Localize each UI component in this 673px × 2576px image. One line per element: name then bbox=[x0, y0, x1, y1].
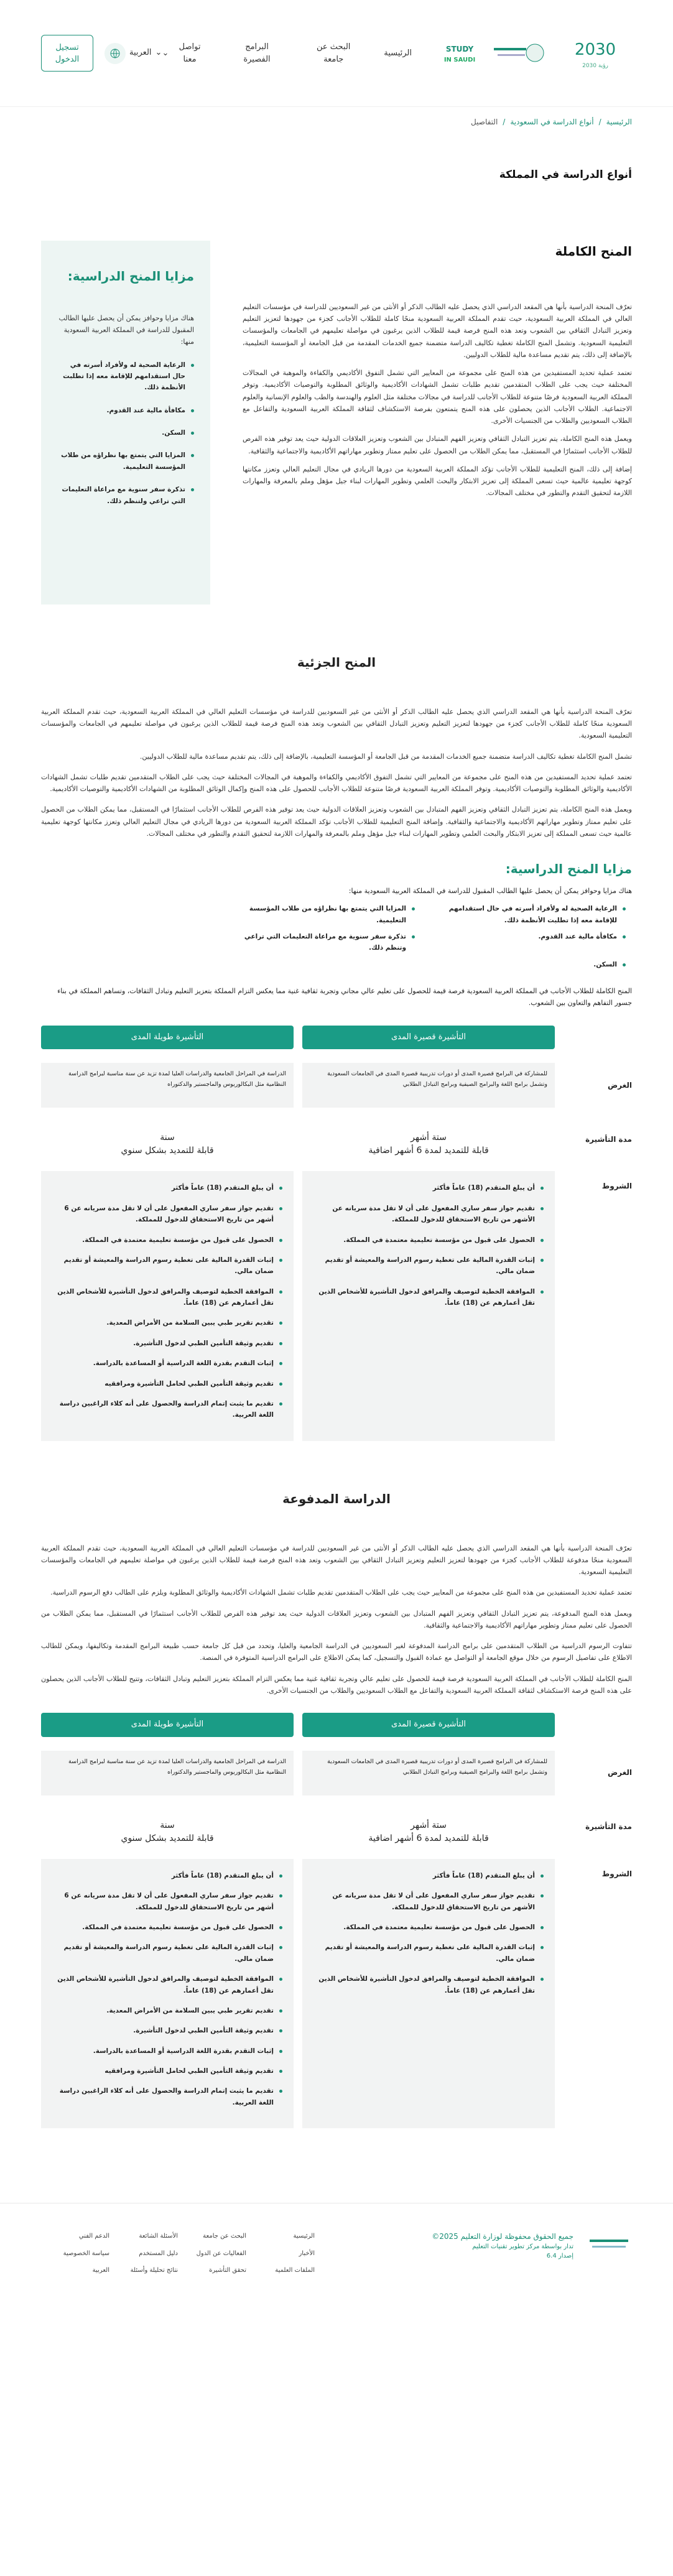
list-item: السكن. bbox=[57, 427, 194, 438]
nav-contact[interactable] bbox=[162, 41, 208, 65]
short-duration-note: قابلة للتمديد لمدة 6 أشهر اضافية bbox=[368, 1146, 489, 1156]
duration-row bbox=[41, 1809, 632, 1845]
short-purpose: للمشاركة في البرامج قصيرة المدى أو دورات تدريبية قصيرة المدى في الجامعات السعودية وتشمل برامج اللغة والبرامج الصيفية وبرامج التبادل الطلابي bbox=[302, 1063, 555, 1108]
long-duration: سنة bbox=[160, 1820, 175, 1830]
visa-headers bbox=[41, 1026, 632, 1050]
globe-icon bbox=[104, 43, 126, 64]
partial-text bbox=[0, 706, 673, 840]
nav-search-university[interactable]: البحث عن جامعة bbox=[316, 42, 351, 64]
paragraph: ويعمل هذه المنح الكاملة، يتم تعزيز التبادل الثقافي وتعزيز الفهم المتبادل بين الشعوب وتعزيز العلاقات الدولية حيث يعد توفير هذه الفرص للطلاب الأجانب استثمارًا في المستقبل، مما يمكن الطلاب من الحصول على تعليم ممتاز وتطوير مهاراتهم الأكاديمية والاجتماعية والثقافية. وإضافة المنح التعليمية للطلاب الأجانب تؤكد المملكة العربية السعودية من دورها الريادي في مجال التعليم العالي وتعزز مكانتها كوجهة تعليمية عالمية حيث تسعى المملكة إلى تعزيز الابتكار والبحث العلمي وتطوير المهارات لبناء جيل مؤهل وملم بالمعرفة والمهارات اللازمة لتحقيق التقدم والتطور في مختلف المجالات. bbox=[41, 805, 632, 838]
list-item: مكافأة مالية عند القدوم. bbox=[440, 931, 626, 954]
list-item: الحصول على قبول من مؤسسة تعليمية معتمدة في المملكة. bbox=[52, 1922, 282, 1933]
list-item: الحصول على قبول من مؤسسة تعليمية معتمدة في المملكة. bbox=[313, 1922, 544, 1933]
partial-scholarship-section bbox=[0, 652, 673, 1441]
ministry-footer-logo bbox=[586, 2231, 632, 2262]
benefits-sidebar bbox=[41, 241, 210, 605]
list-item: تقديم تقرير طبي يبين السلامة من الأمراض المعدية. bbox=[52, 2005, 282, 2016]
header-left bbox=[41, 35, 162, 71]
short-duration-note: قابلة للتمديد لمدة 6 أشهر اضافية bbox=[368, 1833, 489, 1843]
conditions-label: الشروط bbox=[601, 1182, 632, 1191]
list-item: الحصول على قبول من مؤسسة تعليمية معتمدة في المملكة. bbox=[313, 1235, 544, 1246]
list-item: تقديم جواز سفر ساري المفعول على أن لا تقل مدة سريانه عن 6 أشهر من تاريخ الاستحقاق للدخول للمملكة. bbox=[52, 1890, 282, 1913]
benefits-title: مزايا المنح الدراسية: bbox=[67, 268, 194, 284]
short-duration: ستة أشهر bbox=[411, 1820, 447, 1830]
list-item: إثبات القدرة المالية على تغطية رسوم الدراسة والمعيشة أو تقديم ضمان مالي. bbox=[313, 1942, 544, 1965]
list-item: تقديم وثيقة التأمين الطبي لدخول التأشيرة. bbox=[52, 2025, 282, 2036]
long-purpose: الدراسة في المراحل الجامعية والدراسات العليا لمدة تزيد عن سنة مناسبة لبرامج الدراسة النظامية مثل البكالوريوس والماجستير والدكتوراه bbox=[41, 1063, 294, 1108]
paragraph: تعتمد عملية تحديد المستفيدين من هذه المنح على مجموعة من المعايير التي تشمل التفوق الأكاديمي والكفاءة والموهبة في المجالات المختلفة حيث يجب على الطلاب المتقدمين تقديم طلبات تشمل الشهادات الأكاديمية والوثائق المطلوبة والتوصيات الأكاديمية. وتوفر المملكة العربية السعودية فرصًا متنوعة للطلاب الأجانب للحصول على هذه المنح وإكمال الوثائق المطلوبة من الشهادات الأكاديمية والتوصيات الأكاديمية. bbox=[41, 772, 632, 793]
breadcrumb-parent[interactable]: أنواع الدراسة في السعودية bbox=[510, 118, 594, 126]
list-item: تقديم ما يثبت إتمام الدراسة والحصول على أنه كلاء الراغبين دراسة اللغة العربية. bbox=[52, 1398, 282, 1421]
short-conditions bbox=[302, 1171, 555, 1440]
paid-study-section bbox=[0, 1488, 673, 2129]
list-item: تقديم وثيقة التأمين الطبي لدخول التأشيرة. bbox=[52, 1338, 282, 1349]
list-item: إثبات القدرة المالية على تغطية رسوم الدراسة والمعيشة أو تقديم ضمان مالي. bbox=[52, 1942, 282, 1965]
list-item: الموافقة الخطية لتوصيف والمرافق لدخول التأشيرة للأشخاص الذين تقل أعمارهم عن (18) عاماً. bbox=[313, 1973, 544, 1996]
copyright-text: جميع الحقوق محفوظة لوزارة التعليم 2025© bbox=[432, 2232, 573, 2241]
purpose-label: الغرض bbox=[608, 1768, 632, 1777]
footer-link[interactable]: سياسة الخصوصية bbox=[63, 2249, 109, 2257]
visa-headers bbox=[41, 1713, 632, 1737]
footer-link[interactable]: البحث عن جامعة bbox=[203, 2233, 246, 2240]
partial-closing: المنح الكاملة للطلاب الأجانب في المملكة العربية السعودية فرصة قيمة للحصول على تعليم عالي مجاني وتجربة ثقافية غنية مما يعكس التزام المملكة بتعزيز التعليم وتبادل الثقافات، وتساهم المملكة في بناء جسور التفاهم والتعاون بين الشعوب. bbox=[57, 987, 632, 1008]
purpose-label: الغرض bbox=[608, 1080, 632, 1090]
long-duration: سنة bbox=[160, 1133, 175, 1143]
short-visa-header: التأشيرة قصيرة المدى bbox=[302, 1026, 555, 1050]
full-scholarship-title: المنح الكاملة bbox=[555, 243, 632, 259]
paragraph: تعتمد عملية تحديد المستفيدين من هذه المنح على مجموعة من المعايير حيث يجب على الطلاب المتقدمين تقديم طلبات تشمل الشهادات الأكاديمية والوثائق المطلوبة ويلزم على الطالب دفع الرسوم الدراسية. bbox=[50, 1588, 632, 1597]
partial-benefits-title: مزايا المنح الدراسية: bbox=[505, 861, 632, 876]
benefits-list bbox=[57, 359, 194, 507]
header-right bbox=[162, 25, 632, 82]
list-item: الرعاية الصحية له ولأفراد أسرته في حال استقدامهم للإقامة معه إذا تطلبت الأنظمة ذلك. bbox=[440, 903, 626, 926]
footer-link[interactable]: الملفات العلمية bbox=[275, 2267, 315, 2274]
list-item: الرعاية الصحية له ولأفراد أسرته في حال استقدامهم للإقامة معه إذا تطلبت الأنظمة ذلك. bbox=[57, 359, 194, 394]
footer-language[interactable]: العربية bbox=[92, 2267, 109, 2274]
nav-short-programs[interactable]: البرامج الفصيرة bbox=[243, 42, 271, 64]
long-conditions bbox=[41, 1859, 294, 2128]
developed-by: تدار بواسطة مركز تطوير تقنيات التعليم bbox=[472, 2243, 573, 2251]
full-scholarship-section bbox=[0, 241, 673, 605]
purpose-row bbox=[41, 1063, 632, 1108]
paragraph: تعرّف المنحة الدراسية بأنها هي المقعد الدراسي الذي يحصل عليه الطالب الذكر أو الأنثى من غير السعوديين للدراسة في مؤسسات التعليم العالي في المملكة العربية السعودية، حيث تقدم المملكة العربية السعودية منحًا كاملة للطلاب الأجانب كجزء من جهودها لتعزيز التعليم وتعزيز التبادل الثقافي بين الشعوب وتعد هذه المنح فرصة قيمة للطلاب الذين يرغبون في مواصلة تعليمهم في الجامعات والمؤسسات التعليمية السعودية. bbox=[41, 707, 632, 740]
long-purpose: الدراسة في المراحل الجامعية والدراسات العليا لمدة تزيد عن سنة مناسبة لبرامج الدراسة النظامية مثل البكالوريوس والماجستير والدكتوراه bbox=[41, 1751, 294, 1795]
visa-comparison bbox=[0, 1026, 673, 1441]
footer-link[interactable]: الأسئلة الشائعة bbox=[139, 2233, 178, 2240]
purpose-row bbox=[41, 1751, 632, 1795]
footer-link[interactable]: الرئيسية bbox=[293, 2233, 315, 2240]
breadcrumb: الرئيسية / أنواع الدراسة في السعودية / التفاصيل bbox=[0, 107, 673, 129]
list-item: إثبات القدرة المالية على تغطية رسوم الدراسة والمعيشة أو تقديم ضمان مالي. bbox=[313, 1254, 544, 1277]
nav-home[interactable]: الرئيسية bbox=[384, 48, 412, 58]
logos bbox=[439, 25, 632, 82]
short-duration: ستة أشهر bbox=[411, 1133, 447, 1143]
paragraph: المنح الكاملة للطلاب الأجانب في المملكة العربية السعودية فرصة قيمة للحصول على تعليم عالي وتجربة ثقافية غنية مما يعكس التزام المملكة بتعزيز التعليم وتبادل الثقافات، وتتيح للطلاب الأجانب الذين يحصلون على هذه المنح فرصة الاستكشاف لثقافة المملكة العربية السعودية والتفاعل مع الطلاب السعوديين والطلاب من الجنسيات الأخرى. bbox=[41, 1674, 632, 1695]
paid-study-title: الدراسة المدفوعة bbox=[282, 1491, 391, 1506]
full-scholarship-content bbox=[243, 241, 632, 605]
list-item: الموافقة الخطية لتوصيف والمرافق لدخول التأشيرة للأشخاص الذين تقل أعمارهم عن (18) عاماً. bbox=[52, 1286, 282, 1309]
list-item: المزايا التي يتمتع بها نظراؤه من طلاب المؤسسة التعليمية. bbox=[57, 450, 194, 473]
list-item: أن يبلغ المتقدم (18) عاماً فأكثر bbox=[313, 1182, 544, 1193]
breadcrumb-home[interactable]: الرئيسية bbox=[606, 118, 632, 126]
paragraph: إضافة إلى ذلك، المنح التعليمية للطلاب الأجانب تؤكد المملكة العربية السعودية من دورها الريادي في مجال التعليم العالي وتعزز مكانتها كوجهة تعليمية عالمية حيث تسعى المملكة إلى تعزيز الابتكار والبحث العلمي وتطوير المهارات لبناء جيل مؤهل وملم بالمعرفة والمهارات اللازمة لتحقيق التقدم والتطور في مختلف المجالات. bbox=[243, 465, 632, 498]
list-item: أن يبلغ المتقدم (18) عاماً فأكثر bbox=[313, 1870, 544, 1881]
footer-link[interactable]: الأخبار bbox=[299, 2249, 315, 2257]
list-item: أن يبلغ المتقدم (18) عاماً فأكثر bbox=[52, 1182, 282, 1193]
language-switcher[interactable] bbox=[104, 43, 162, 64]
list-item: تقديم جواز سفر ساري المفعول على أن لا تقل مدة سريانه عن الأشهر من تاريخ الاستحقاق للدخول للمملكة. bbox=[313, 1203, 544, 1226]
paragraph: تعرّف المنحة الدراسية بأنها هي المقعد الدراسي الذي يحصل عليه الطالب الذكر أو الأنثى من غير السعوديين للدراسة في مؤسسات التعليم العالي في المملكة العربية السعودية، حيث تقدم المملكة العربية السعودية منحًا كاملة للطلاب الأجانب كجزء من جهودها لتعزيز التعليم وتعزيز التبادل الثقافي بين الشعوب وتعد هذه المنح فرصة قيمة للطلاب الذين يرغبون في مواصلة تعليمهم في الجامعات والمؤسسات التعليمية السعودية. وتشمل المنح الكاملة تغطية تكاليف الدراسة متضمنة جميع الخدمات المقدمة من قبل الجامعة أو المؤسسة التعليمية، بالإضافة إلى ذلك، يتم تقديم مساعدة مالية للطلاب الدوليين. bbox=[243, 302, 632, 359]
partial-scholarship-title: المنح الجزئية bbox=[297, 654, 376, 670]
list-item: المزايا التي يتمتع بها نظراؤه من طلاب المؤسسة التعليمية. bbox=[229, 903, 415, 926]
svg-text:IN SAUDI: IN SAUDI bbox=[443, 56, 476, 63]
duration-row bbox=[41, 1121, 632, 1157]
paragraph: تعرّف المنحة الدراسية بأنها هي المقعد الدراسي الذي يحصل عليه الطالب الذكر أو الأنثى من غير السعوديين للدراسة في مؤسسات التعليم العالي في المملكة العربية السعودية، حيث تقدم المملكة العربية السعودية منحًا مدفوعة للطلاب الأجانب كجزء من جهودها لتعزيز التعليم وتعزيز التبادل الثقافي بين الشعوب وتعد هذه المنح فرصة قيمة للطلاب الذين يرغبون في مواصلة تعليمهم في الجامعات والمؤسسات التعليمية السعودية. bbox=[41, 1544, 632, 1577]
duration-label: مدة التأشيرة bbox=[585, 1134, 632, 1144]
vision-label: رؤية 2030 bbox=[582, 62, 608, 69]
paragraph: ويعمل هذه المنح المدفوعة، يتم تعزيز التبادل الثقافي وتعزيز الفهم المتبادل بين الشعوب وتعزيز العلاقات الدولية حيث يعد توفير هذه الفرص للطلاب الأجانب استثمارًا في المستقبل، مما يمكن الطلاب من الحصول على تعليم ممتاز وتطوير مهاراتهم الأكاديمية والاجتماعية والثقافية. bbox=[41, 1609, 632, 1629]
version: إصدار 6.4 bbox=[546, 2253, 573, 2260]
chevron-down-icon: ⌄ bbox=[162, 48, 169, 58]
nav-contact-label: تواصل معنا bbox=[179, 42, 201, 64]
footer-link[interactable]: نتائج تحليلة وأسئلة bbox=[130, 2267, 178, 2274]
svg-text:2030: 2030 bbox=[574, 40, 616, 59]
long-duration-note: قابلة للتمديد بشكل سنوي bbox=[121, 1146, 214, 1156]
list-item: تقديم جواز سفر ساري المفعول على أن لا تقل مدة سريانه عن 6 أشهر من تاريخ الاستحقاق للدخول للمملكة. bbox=[52, 1203, 282, 1226]
list-item: تقديم جواز سفر ساري المفعول على أن لا تقل مدة سريانه عن الأشهر من تاريخ الاستحقاق للدخول للمملكة. bbox=[313, 1890, 544, 1913]
list-item: أن يبلغ المتقدم (18) عاماً فأكثر bbox=[52, 1870, 282, 1881]
footer-brand bbox=[432, 2231, 632, 2276]
footer-link[interactable]: دليل المستخدم bbox=[139, 2249, 178, 2257]
long-conditions bbox=[41, 1171, 294, 1440]
conditions-row bbox=[41, 1859, 632, 2128]
long-visa-header: التأشيرة طويلة المدى bbox=[41, 1713, 294, 1737]
partial-benefits-intro: هناك مزايا وحوافز يمكن أن يحصل عليها الطالب المقبول للدراسة في المملكة العربية السعودية منها: bbox=[348, 887, 632, 895]
vision-2030-logo[interactable] bbox=[559, 25, 632, 82]
paragraph: تعتمد عملية تحديد المستفيدين من هذه المنح على مجموعة من المعايير التي تشمل التفوق الأكاديمي والكفاءة والموهبة في المجالات المختلفة حيث يجب على الطلاب المتقدمين تقديم طلبات تشمل الشهادات الأكاديمية والوثائق المطلوبة والتوصيات الأكاديمية. وتوفر المملكة العربية السعودية فرصًا متنوعة للطلاب الأجانب للدراسة في مجالات مختلفة مثل العلوم والهندسة والطب والعلوم الإنسانية والعلوم الاجتماعية. الطلاب الأجانب الذين يحصلون على هذه المنح يتمتعون بفرصة الاستكشاف لثقافة المملكة العربية السعودية والتفاعل مع الطلاب السعوديين والطلاب من الجنسيات الأخرى. bbox=[243, 369, 632, 425]
list-item: إثبات القدرة المالية على تغطية رسوم الدراسة والمعيشة أو تقديم ضمان مالي. bbox=[52, 1254, 282, 1277]
svg-text:STUDY: STUDY bbox=[445, 44, 474, 53]
paragraph: ويعمل هذه المنح الكاملة، يتم تعزيز التبادل الثقافي وتعزيز الفهم المتبادل بين الشعوب وتعزيز العلاقات الدولية حيث يعد توفير هذه الفرص للطلاب الأجانب استثمارًا في المستقبل، مما يمكن الطلاب من الحصول على تعليم ممتاز وتطوير مهاراتهم الأكاديمية والاجتماعية والثقافية. bbox=[243, 435, 632, 455]
site-footer bbox=[0, 2203, 673, 2276]
list-item: إثبات التقدم بقدرة اللغة الدراسية أو المساعدة بالدراسة. bbox=[52, 1358, 282, 1369]
list-item: تقديم ما يثبت إتمام الدراسة والحصول على أنه كلاء الراغبين دراسة اللغة العربية. bbox=[52, 2085, 282, 2108]
paragraph: تشمل المنح الكاملة تغطية تكاليف الدراسة متضمنة جميع الخدمات المقدمة من قبل الجامعة أو المؤسسة التعليمية، بالإضافة إلى ذلك، يتم تقديم مساعدة مالية للطلاب الدوليين. bbox=[139, 752, 632, 761]
main-nav bbox=[162, 41, 412, 65]
paragraph: تتفاوت الرسوم الدراسية من الطلاب المتقدمين على برامج الدراسة المدفوعة لغير السعوديين في الدراسة الجامعية والعليا، وتحدد من قبل كل جامعة حسب طبيعة البرامج المقدمة وتكاليفها، ويمكن للطالب الاطلاع على تفاصيل الرسوم من خلال موقع الجامعة أو التواصل مع عمادة القبول والتسجيل، كما يمكن الاطلاع على البرامج الدراسية المتوفرة في المنصة. bbox=[41, 1642, 632, 1662]
list-item: تذكرة سفر سنوية مع مراعاة التعليمات التي تراعي ولتنظم ذلك. bbox=[57, 484, 194, 507]
long-visa-header: التأشيرة طويلة المدى bbox=[41, 1026, 294, 1050]
short-purpose: للمشاركة في البرامج قصيرة المدى أو دورات تدريبية قصيرة المدى في الجامعات السعودية وتشمل برامج اللغة والبرامج الصيفية وبرامج التبادل الطلابي bbox=[302, 1751, 555, 1795]
list-item: تقديم وثيقة التأمين الطبي لحامل التأشيرة ومرافقيه bbox=[52, 1378, 282, 1389]
list-item: الموافقة الخطية لتوصيف والمرافق لدخول التأشيرة للأشخاص الذين تقل أعمارهم عن (18) عاماً. bbox=[52, 1973, 282, 1996]
list-item: تقديم تقرير طبي يبين السلامة من الأمراض المعدية. bbox=[52, 1317, 282, 1328]
login-button[interactable]: تسجيل الدخول bbox=[41, 35, 93, 71]
list-item: إثبات التقدم بقدرة اللغة الدراسية أو المساعدة بالدراسة. bbox=[52, 2046, 282, 2057]
chevron-down-icon: ⌄ bbox=[155, 48, 162, 58]
short-visa-header: التأشيرة قصيرة المدى bbox=[302, 1713, 555, 1737]
visa-comparison-2 bbox=[0, 1713, 673, 2128]
footer-link[interactable]: الفعاليات عن الدول bbox=[196, 2249, 246, 2257]
partial-benefits-list bbox=[188, 903, 673, 970]
conditions-label: الشروط bbox=[601, 1869, 632, 1878]
list-item: الحصول على قبول من مؤسسة تعليمية معتمدة في المملكة. bbox=[52, 1235, 282, 1246]
short-conditions bbox=[302, 1859, 555, 2128]
ministry-logo[interactable] bbox=[491, 30, 547, 76]
footer-copyright bbox=[432, 2231, 573, 2261]
long-duration-note: قابلة للتمديد بشكل سنوي bbox=[121, 1833, 214, 1843]
language-label: العربية bbox=[129, 48, 152, 58]
footer-link[interactable]: الدعم الفني bbox=[78, 2233, 109, 2240]
study-in-saudi-logo[interactable] bbox=[439, 25, 480, 81]
page-title: أنواع الدراسة في المملكة bbox=[499, 169, 632, 181]
list-item: مكافأة مالية عند القدوم. bbox=[57, 405, 194, 416]
breadcrumb-current: التفاصيل bbox=[471, 118, 498, 126]
conditions-row bbox=[41, 1171, 632, 1440]
benefits-intro: هناك مزايا وحوافز يمكن أن يحصل عليها الطالب المقبول للدراسة في المملكة العربية السعودية منها: bbox=[58, 313, 194, 346]
list-item: تذكرة سفر سنوية مع مراعاة التعليمات التي تراعي وتنظم ذلك. bbox=[229, 931, 415, 954]
duration-label: مدة التأشيرة bbox=[585, 1822, 632, 1832]
paid-text bbox=[0, 1542, 673, 1697]
list-item: تقديم وثيقة التأمين الطبي لحامل التأشيرة ومرافقيه bbox=[52, 2065, 282, 2077]
list-item: السكن. bbox=[440, 959, 626, 970]
site-header bbox=[0, 0, 673, 107]
footer-links bbox=[41, 2231, 315, 2276]
list-item: الموافقة الخطية لتوصيف والمرافق لدخول التأشيرة للأشخاص الذين تقل أعمارهم عن (18) عاماً. bbox=[313, 1286, 544, 1309]
footer-link[interactable]: تحقق التأشيرة bbox=[209, 2267, 246, 2274]
